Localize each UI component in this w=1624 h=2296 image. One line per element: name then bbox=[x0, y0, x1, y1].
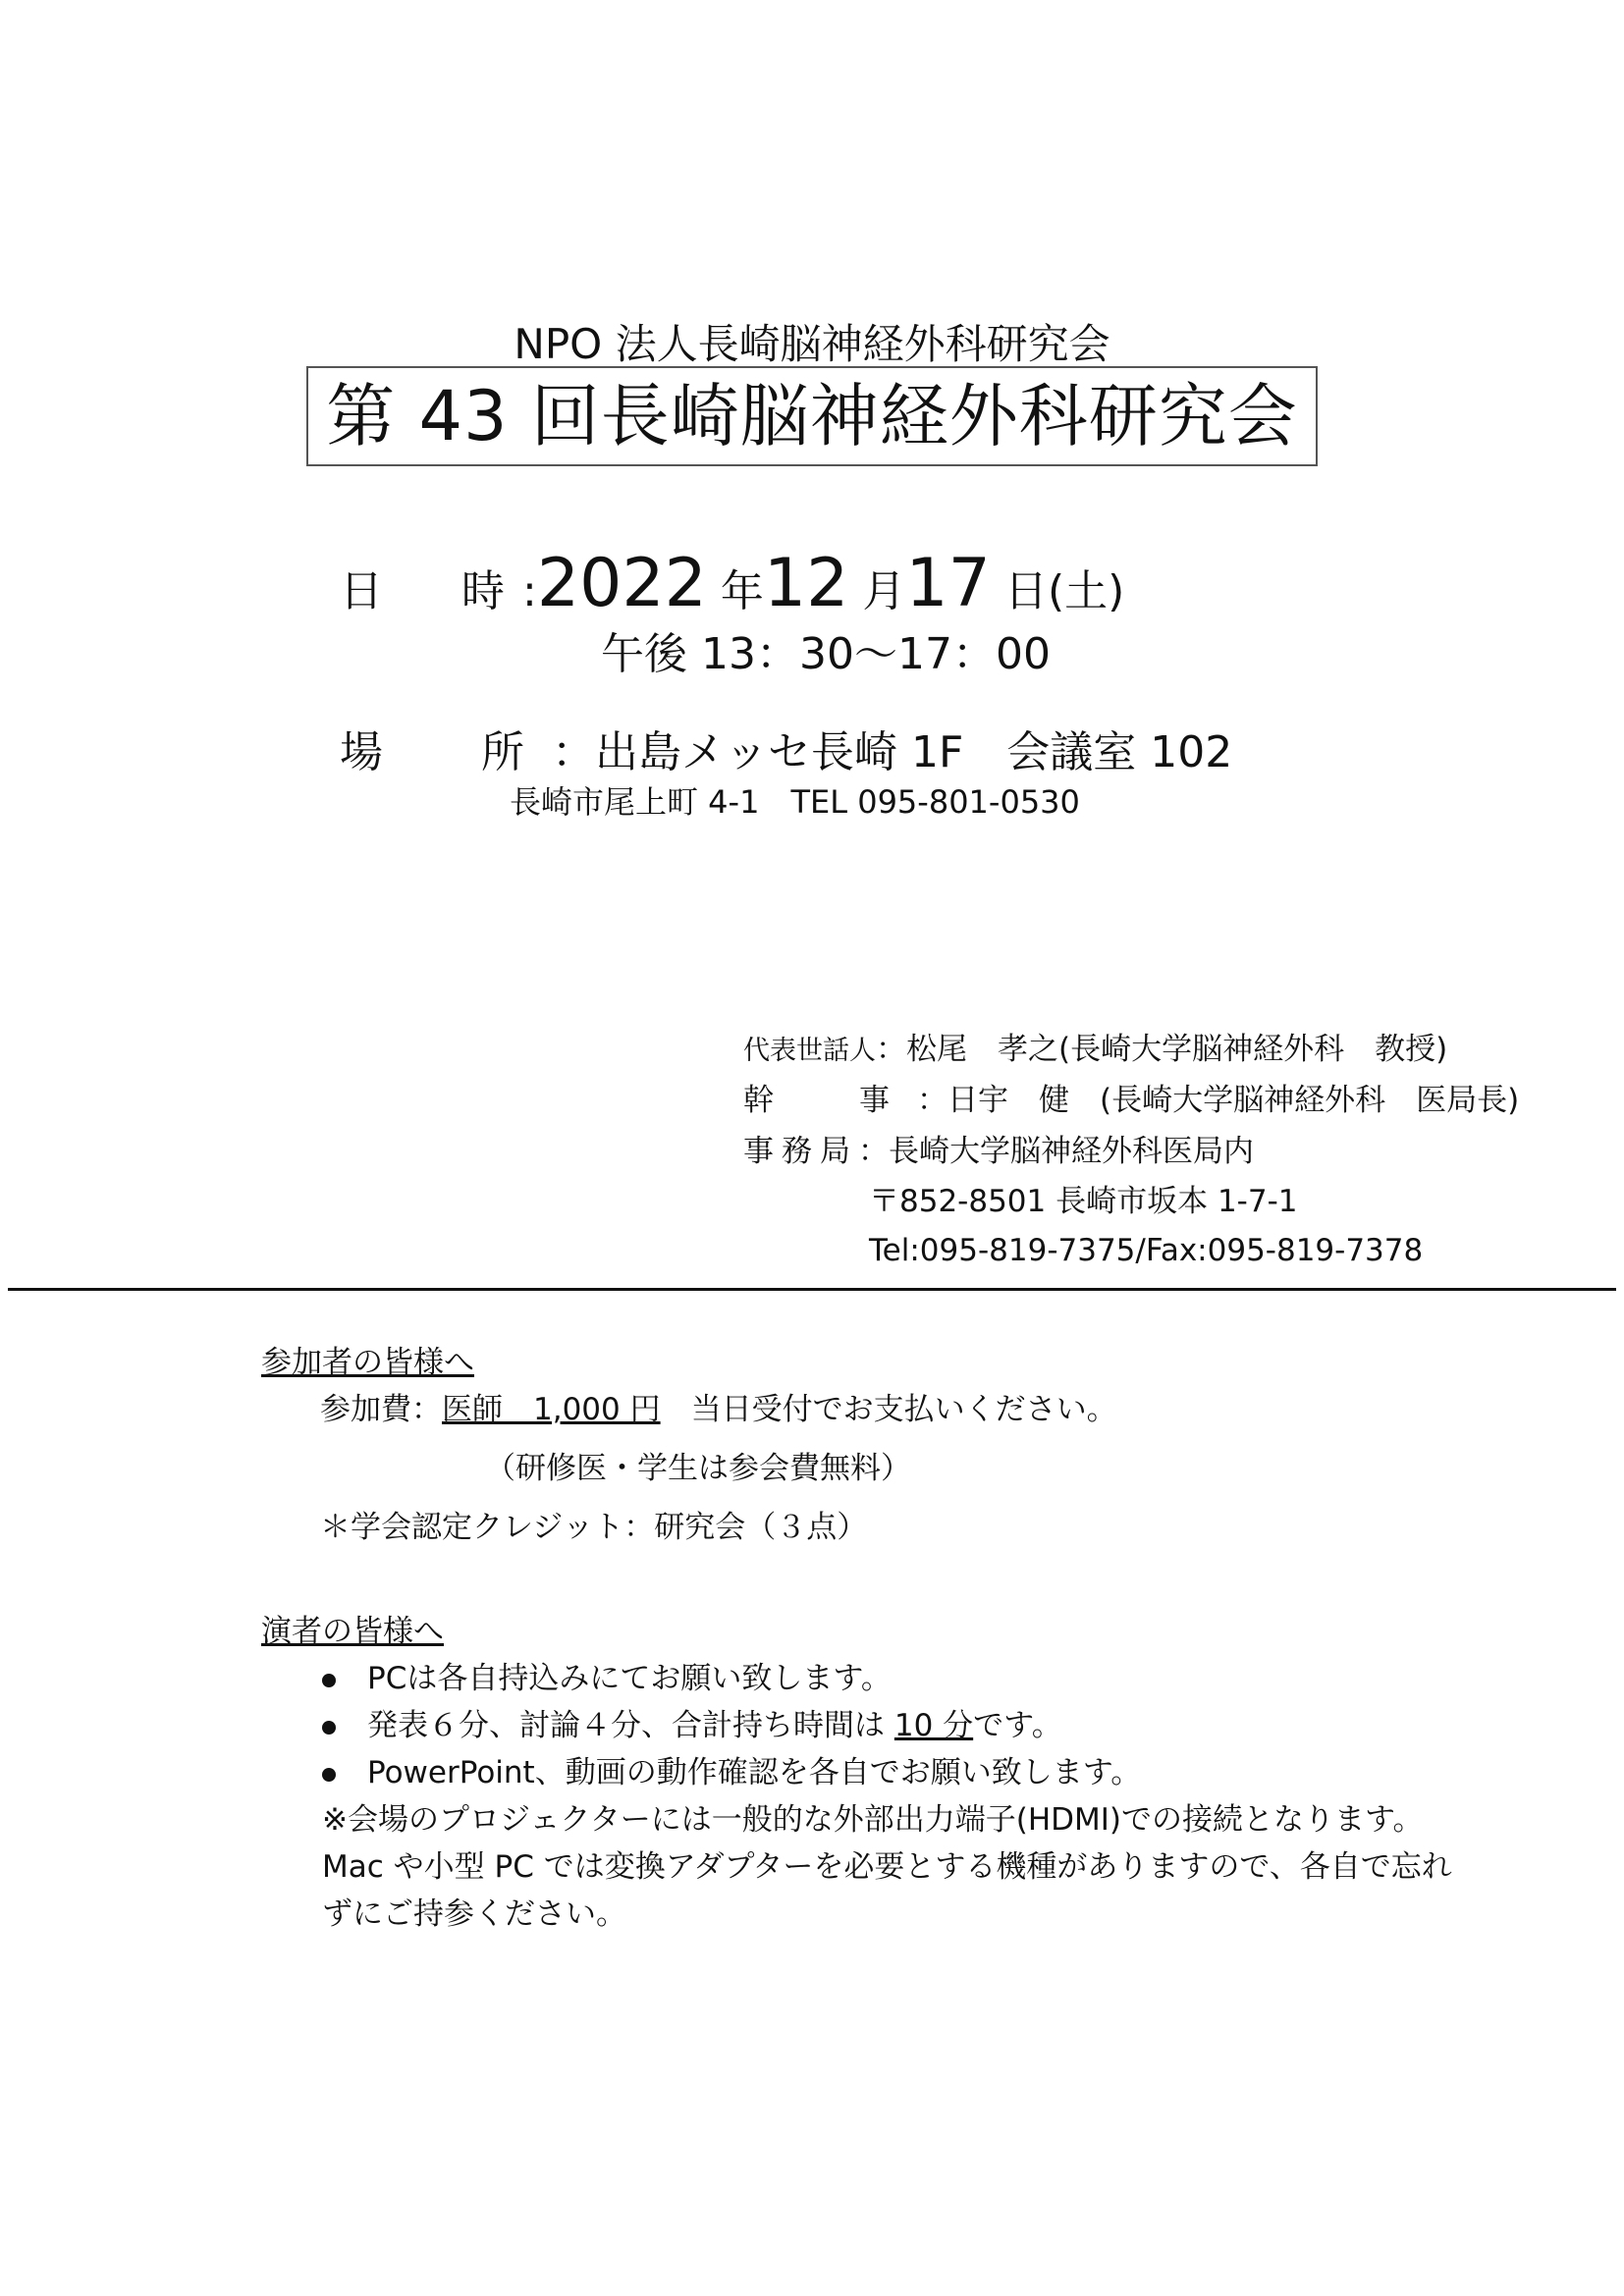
speaker-bullet-1 bbox=[261, 1655, 1452, 1702]
office-value: ：長崎大学脳神経外科医局内 bbox=[858, 1134, 1254, 1169]
date-month-unit: 月 bbox=[848, 566, 906, 616]
venue-address: 長崎市尾上町 4-1 TEL 095-801-0530 bbox=[510, 783, 1080, 821]
speaker-bullet-2 bbox=[261, 1702, 1452, 1749]
participants-heading: 参加者の皆様へ bbox=[261, 1345, 474, 1380]
fee-note: 当日受付でお支払いください。 bbox=[660, 1392, 1117, 1427]
fee-value: 医師 1,000 円 bbox=[442, 1392, 661, 1427]
venue-value: ：出島メッセ長崎 1F 会議室 102 bbox=[552, 727, 1233, 777]
bullet-icon bbox=[322, 1721, 336, 1735]
date-line bbox=[340, 545, 1124, 622]
bullet-icon bbox=[322, 1674, 336, 1687]
bullet-text-time: 10 分 bbox=[893, 1708, 974, 1743]
bullet-text-post: です。 bbox=[973, 1708, 1062, 1743]
free-note: （研修医・学生は参会費無料） bbox=[485, 1451, 911, 1486]
speaker-note-2: Mac や小型 PC では変換アダプターを必要とする機種がありますので、各自で忘れ bbox=[322, 1849, 1452, 1885]
divider bbox=[8, 1288, 1616, 1291]
participants-section bbox=[261, 1339, 1117, 1551]
bullet-text-pre: 発表６分、討論４分、合計持ち時間は bbox=[367, 1708, 894, 1743]
credit-note: ＊学会認定クレジット：研究会（３点） bbox=[320, 1510, 868, 1545]
bullet-text: PowerPoint、動画の動作確認を各自でお願い致します。 bbox=[367, 1755, 1142, 1790]
date-label: 日 時 bbox=[340, 566, 522, 616]
bullet-icon bbox=[322, 1768, 336, 1782]
speaker-note-3: ずにご持参ください。 bbox=[322, 1896, 626, 1932]
speaker-note-1: ※会場のプロジェクターには一般的な外部出力端子(HDMI)での接続となります。 bbox=[322, 1802, 1424, 1838]
organization-name: NPO 法人長崎脳神経外科研究会 bbox=[514, 320, 1110, 368]
representative-row bbox=[743, 1024, 1519, 1075]
office-label: 事務局 bbox=[743, 1134, 858, 1169]
speakers-heading: 演者の皆様へ bbox=[261, 1614, 444, 1649]
date-month: 12 bbox=[763, 545, 849, 622]
fee-row bbox=[261, 1386, 1117, 1433]
venue-label: 場 所 bbox=[340, 727, 552, 777]
date-year-unit: 年 bbox=[706, 566, 764, 616]
speaker-bullet-3 bbox=[261, 1749, 1452, 1796]
office-row bbox=[743, 1126, 1519, 1177]
date-day: 17 bbox=[905, 545, 991, 622]
speakers-section bbox=[261, 1608, 1452, 1938]
representative-value: ：松尾 孝之(長崎大学脳神経外科 教授) bbox=[876, 1032, 1448, 1067]
organizers-block bbox=[743, 1024, 1519, 1275]
bullet-text: PCは各自持込みにてお願い致します。 bbox=[367, 1661, 892, 1696]
fee-label: 参加費： bbox=[320, 1392, 442, 1427]
date-separator: : bbox=[522, 566, 537, 616]
manager-value: ：日宇 健 (長崎大学脳神経外科 医局長) bbox=[917, 1083, 1520, 1118]
office-contact: Tel:095-819-7375/Fax:095-819-7378 bbox=[869, 1233, 1424, 1268]
manager-label: 幹 事 bbox=[743, 1083, 917, 1118]
office-postal: 〒852-8501 長崎市坂本 1-7-1 bbox=[869, 1184, 1298, 1219]
date-day-unit: 日(土) bbox=[990, 566, 1125, 616]
date-year: 2022 bbox=[536, 545, 707, 622]
venue-line bbox=[340, 717, 1232, 779]
title-wrapper bbox=[0, 366, 1624, 466]
event-title: 第 43 回長崎脳神経外科研究会 bbox=[306, 366, 1318, 466]
representative-label: 代表世話人 bbox=[743, 1036, 876, 1066]
event-time: 午後 13：30～17：00 bbox=[601, 629, 1051, 679]
manager-row bbox=[743, 1075, 1519, 1126]
